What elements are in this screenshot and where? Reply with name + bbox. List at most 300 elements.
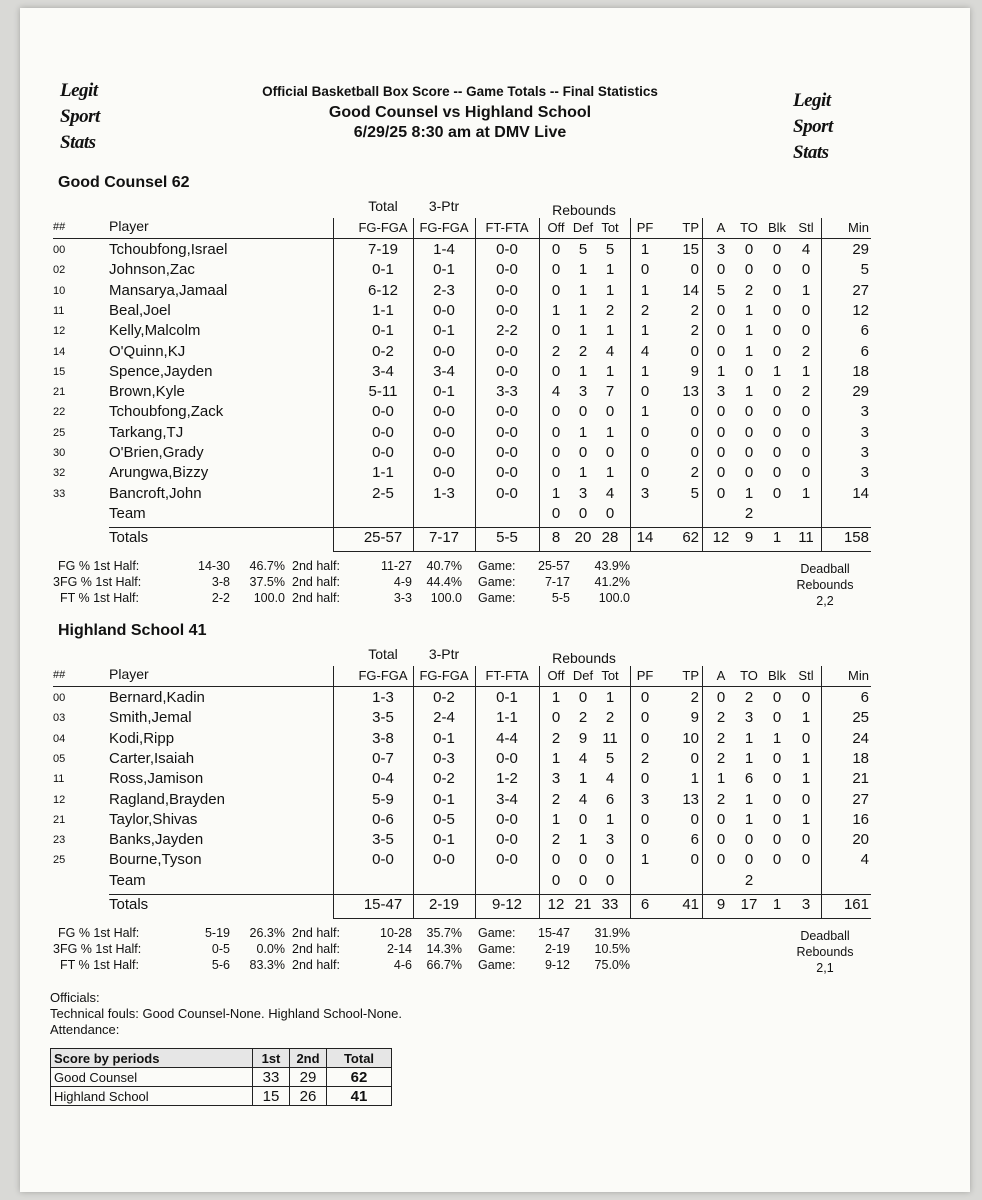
player-row (53, 709, 871, 729)
stat-ft: 0-0 (496, 362, 518, 380)
stat-fg: 3-8 (372, 729, 394, 747)
pct-game-label: Game: (478, 942, 516, 956)
stat-tot: 6 (605, 790, 615, 808)
stat-ft: 0-0 (496, 241, 518, 258)
player-row (53, 383, 871, 403)
stat-min: 3 (860, 444, 869, 461)
logo-text: Legit (793, 90, 831, 111)
header-rebounds: Rebounds (552, 650, 616, 666)
player-row (53, 343, 871, 363)
stat-tp: 2 (690, 689, 699, 706)
stat-to: 1 (744, 383, 754, 401)
player-name: Brown,Kyle (109, 383, 185, 401)
header-def: Def (572, 220, 594, 235)
stat-to: 0 (744, 423, 754, 441)
stat-def: 5 (578, 241, 588, 258)
pct-1st-made: 2-2 (211, 591, 230, 606)
stat-to: 0 (744, 403, 754, 421)
stat-ft: 4-4 (496, 729, 518, 747)
column-rule (702, 218, 703, 551)
total-tot: 33 (601, 896, 619, 913)
stat-tot: 0 (605, 403, 615, 421)
stat-stl: 0 (801, 403, 811, 421)
stat-tp: 0 (690, 810, 699, 828)
stat-blk: 1 (772, 362, 782, 380)
player-name: Banks,Jayden (109, 831, 204, 849)
header-to: TO (740, 668, 758, 683)
total-fg3: 2-19 (428, 896, 460, 913)
player-name: Bernard,Kadin (109, 689, 205, 706)
stat-blk: 0 (772, 322, 782, 340)
stat-off: 0 (551, 504, 561, 522)
officials-line: Officials: (50, 990, 100, 1005)
total-blk: 1 (772, 896, 782, 913)
jersey-number: 02 (53, 264, 66, 277)
stat-min: 4 (860, 851, 869, 869)
player-name: Arungwa,Bizzy (109, 464, 209, 482)
jersey-number: 10 (53, 284, 66, 297)
stat-a: 2 (716, 729, 726, 747)
stat-stl: 1 (801, 362, 811, 380)
pct-game-pct: 10.5% (594, 942, 630, 956)
stat-to: 0 (744, 362, 754, 380)
total-to: 9 (744, 529, 754, 547)
pct-1st-pct: 26.3% (249, 926, 285, 940)
player-row (53, 872, 871, 892)
stat-fg3: 0-0 (433, 301, 455, 319)
stat-pf: 4 (640, 342, 650, 360)
stat-off: 0 (551, 241, 561, 258)
header-off: Off (547, 668, 565, 683)
stat-stl: 0 (801, 729, 811, 747)
stat-tp: 2 (690, 464, 699, 482)
stat-stl: 0 (801, 322, 811, 340)
stat-to: 0 (744, 261, 754, 279)
stat-off: 0 (551, 403, 561, 421)
stat-fg3: 0-2 (433, 689, 455, 706)
stat-a: 3 (716, 383, 726, 401)
total-stl: 11 (798, 529, 814, 547)
stat-tp: 0 (690, 444, 699, 461)
pct-2nd-label: 2nd half: (292, 958, 340, 972)
stat-off: 0 (551, 444, 561, 461)
total-min: 161 (843, 896, 869, 913)
player-row (53, 282, 871, 302)
stat-a: 0 (716, 464, 726, 482)
player-name: Bourne,Tyson (109, 851, 202, 869)
pct-1st-made: 0-5 (211, 942, 230, 956)
stat-ft: 0-0 (496, 261, 518, 279)
pct-2nd-made: 4-9 (393, 575, 412, 590)
player-row (53, 730, 871, 750)
pct-1st-made: 5-19 (204, 926, 230, 940)
stat-tp: 0 (690, 261, 699, 279)
player-name: Spence,Jayden (109, 362, 213, 380)
stat-def: 0 (578, 689, 588, 706)
pct-label: FT % 1st Half: (60, 591, 139, 606)
jersey-number: 11 (53, 773, 65, 786)
header-cell: Score by periods (51, 1049, 253, 1068)
stat-ft: 0-0 (496, 464, 518, 482)
stat-tot: 4 (605, 342, 615, 360)
stat-def: 1 (578, 322, 588, 340)
stat-tot: 3 (605, 831, 615, 849)
stat-ft: 3-4 (496, 790, 518, 808)
stat-def: 3 (578, 484, 588, 502)
stat-fg: 2-5 (372, 484, 394, 502)
stat-pf: 0 (640, 831, 650, 849)
pct-label: FT % 1st Half: (60, 958, 139, 972)
stat-def: 1 (578, 261, 588, 279)
pct-label: 3FG % 1st Half: (53, 942, 142, 956)
logo-text: Stats (60, 132, 96, 153)
stat-ft: 0-1 (496, 689, 518, 706)
stat-ft: 0-0 (496, 444, 518, 461)
stat-fg: 0-1 (372, 322, 394, 340)
totals-label: Totals (109, 529, 149, 547)
header-tot: Tot (601, 220, 619, 235)
stat-off: 0 (551, 464, 561, 482)
player-name: O'Brien,Grady (109, 444, 204, 461)
stat-min: 27 (852, 281, 869, 299)
stat-a: 3 (716, 241, 726, 258)
stat-fg3: 0-0 (433, 342, 455, 360)
pct-game-pct: 100.0 (598, 591, 630, 606)
pct-label: FG % 1st Half: (58, 926, 140, 940)
stat-stl: 2 (801, 383, 811, 401)
stat-blk: 0 (772, 423, 782, 441)
stat-fg: 0-0 (372, 851, 394, 869)
jersey-number: 04 (53, 732, 66, 745)
header-fg: FG-FGA (358, 668, 408, 683)
period-row (51, 1087, 392, 1106)
header-fg3: FG-FGA (419, 668, 469, 683)
jersey-number: 11 (53, 304, 65, 317)
stat-blk: 0 (772, 241, 782, 258)
pct-2nd-pct: 66.7% (426, 958, 462, 972)
stat-a: 0 (716, 689, 726, 706)
stat-fg: 3-5 (372, 709, 394, 727)
stat-pf: 1 (640, 362, 650, 380)
stat-off: 4 (551, 383, 561, 401)
stat-fg3: 0-0 (433, 444, 455, 461)
stat-tp: 6 (690, 831, 699, 849)
stat-min: 12 (852, 301, 869, 319)
stat-stl: 1 (801, 484, 811, 502)
stat-def: 1 (578, 831, 588, 849)
stat-a: 2 (716, 790, 726, 808)
stat-blk: 0 (772, 383, 782, 401)
header-tp: TP (682, 220, 699, 235)
stat-tot: 5 (605, 749, 615, 767)
header-stl: Stl (798, 220, 814, 235)
logo-right (793, 88, 833, 166)
logo-left (60, 78, 100, 156)
stat-min: 29 (852, 241, 869, 258)
team-name: Highland School (51, 1087, 253, 1106)
player-row (53, 851, 871, 871)
total-tot: 28 (601, 529, 619, 547)
pct-2nd-label: 2nd half: (292, 926, 340, 940)
pct-2nd-made: 10-28 (380, 926, 412, 940)
stat-stl: 0 (801, 444, 811, 461)
stat-fg3: 0-1 (433, 729, 455, 747)
pct-game-made: 15-47 (538, 926, 570, 940)
team-title-away: Highland School 41 (58, 622, 207, 639)
stat-tot: 2 (605, 301, 615, 319)
stat-a: 0 (716, 322, 726, 340)
stat-tot: 7 (605, 383, 615, 401)
pct-game-pct: 41.2% (594, 575, 630, 590)
header-cell: Total (327, 1049, 392, 1068)
stat-off: 1 (551, 749, 561, 767)
pct-1st-pct: 37.5% (249, 575, 285, 590)
stat-min: 6 (860, 342, 869, 360)
stat-ft: 1-1 (496, 709, 518, 727)
logo-text: Stats (793, 142, 829, 163)
player-row (53, 241, 871, 261)
jersey-number: 15 (53, 365, 66, 378)
jersey-number: 21 (53, 813, 66, 826)
header-3ptr: 3-Ptr (428, 198, 460, 214)
stat-blk: 0 (772, 281, 782, 299)
player-name: O'Quinn,KJ (109, 342, 186, 360)
stat-tp: 0 (690, 851, 699, 869)
total-fg: 25-57 (363, 529, 403, 547)
pct-game-pct: 75.0% (594, 958, 630, 972)
stat-min: 25 (852, 709, 869, 727)
stat-def: 1 (578, 281, 588, 299)
period-score: 29 (290, 1068, 327, 1087)
stat-blk: 0 (772, 689, 782, 706)
stat-off: 1 (551, 301, 561, 319)
stat-tp: 13 (682, 383, 699, 401)
stat-tp: 9 (690, 362, 699, 380)
player-name: Bancroft,John (109, 484, 202, 502)
stat-ft: 0-0 (496, 831, 518, 849)
stat-min: 6 (860, 322, 869, 340)
stat-blk: 1 (772, 729, 782, 747)
stat-pf: 0 (640, 729, 650, 747)
stat-tot: 0 (605, 504, 615, 522)
stat-fg3: 3-4 (433, 362, 455, 380)
stat-to: 6 (744, 770, 754, 788)
stat-blk: 0 (772, 831, 782, 849)
total-ft: 9-12 (491, 896, 523, 913)
player-name: Tchoubfong,Zack (109, 403, 224, 421)
pct-2nd-pct: 44.4% (426, 575, 462, 590)
stat-fg: 7-19 (367, 241, 399, 258)
totals-rule (109, 894, 871, 895)
stat-fg: 0-6 (372, 810, 394, 828)
stat-pf: 0 (640, 810, 650, 828)
player-row (53, 505, 871, 525)
stat-a: 0 (716, 261, 726, 279)
stat-def: 0 (578, 403, 588, 421)
team-name: Good Counsel (51, 1068, 253, 1087)
stat-fg3: 0-0 (433, 464, 455, 482)
pct-2nd-made: 4-6 (393, 958, 412, 972)
logo-text: Sport (793, 116, 833, 137)
total-pf: 6 (640, 896, 650, 913)
header-rule (53, 238, 871, 239)
stat-a: 0 (716, 444, 726, 461)
stat-stl: 0 (801, 851, 811, 869)
stat-ft: 0-0 (496, 484, 518, 502)
header-total: Total (368, 198, 398, 214)
stat-ft: 0-0 (496, 301, 518, 319)
stat-to: 1 (744, 790, 754, 808)
stat-off: 0 (551, 709, 561, 727)
header-pf: PF (636, 220, 654, 235)
stat-to: 0 (744, 831, 754, 849)
stat-fg3: 0-0 (433, 403, 455, 421)
column-rule (539, 666, 540, 918)
pct-game-label: Game: (478, 591, 516, 606)
pct-2nd-pct: 35.7% (426, 926, 462, 940)
stat-off: 1 (551, 689, 561, 706)
stat-ft: 0-0 (496, 749, 518, 767)
jersey-number: 33 (53, 487, 66, 500)
stat-def: 1 (578, 464, 588, 482)
stat-to: 1 (744, 342, 754, 360)
total-min: 158 (843, 529, 869, 547)
pct-2nd-pct: 14.3% (426, 942, 462, 956)
stat-fg3: 2-4 (433, 709, 455, 727)
stat-to: 1 (744, 749, 754, 767)
stat-fg: 0-4 (372, 770, 394, 788)
stat-off: 2 (551, 729, 561, 747)
total-fg: 15-47 (363, 896, 403, 913)
stat-tp: 15 (682, 241, 699, 258)
player-name: Ross,Jamison (109, 770, 204, 788)
stat-tot: 1 (605, 281, 615, 299)
pct-label: 3FG % 1st Half: (53, 575, 142, 590)
jersey-number: 03 (53, 712, 66, 725)
totals-bottom-rule (333, 918, 871, 919)
player-name: Tchoubfong,Israel (109, 241, 228, 258)
column-rule (630, 666, 631, 918)
stat-stl: 1 (801, 709, 811, 727)
total-a: 12 (712, 529, 730, 547)
stat-tot: 0 (605, 851, 615, 869)
stat-fg: 6-12 (367, 281, 399, 299)
stat-def: 4 (578, 790, 588, 808)
stat-ft: 0-0 (496, 423, 518, 441)
stat-stl: 0 (801, 790, 811, 808)
stat-pf: 1 (640, 322, 650, 340)
stat-tp: 14 (682, 281, 699, 299)
jersey-number: 12 (53, 793, 66, 806)
pct-2nd-made: 2-14 (386, 942, 412, 956)
pct-1st-pct: 46.7% (249, 559, 285, 574)
player-name: Smith,Jemal (109, 709, 192, 727)
jersey-number: 22 (53, 406, 66, 419)
jersey-number: 00 (53, 692, 66, 704)
stat-pf: 3 (640, 484, 650, 502)
stat-tp: 9 (690, 709, 699, 727)
stat-to: 1 (744, 729, 754, 747)
stat-min: 6 (860, 689, 869, 706)
stat-min: 3 (860, 403, 869, 421)
jersey-number: 32 (53, 467, 66, 480)
stat-min: 20 (852, 831, 869, 849)
stat-pf: 2 (640, 301, 650, 319)
stat-min: 21 (852, 770, 869, 788)
stat-fg: 1-3 (372, 689, 394, 706)
stat-off: 0 (551, 281, 561, 299)
pct-1st-made: 5-6 (211, 958, 230, 972)
stat-fg: 5-9 (372, 790, 394, 808)
total-stl: 3 (801, 896, 811, 913)
stat-tot: 1 (605, 464, 615, 482)
player-name: Mansarya,Jamaal (109, 281, 228, 299)
stat-a: 0 (716, 831, 726, 849)
column-rule (413, 666, 414, 918)
deadball-label: Rebounds (796, 578, 854, 593)
stat-fg3: 0-0 (433, 423, 455, 441)
stat-blk: 0 (772, 810, 782, 828)
stat-blk: 0 (772, 342, 782, 360)
total-a: 9 (716, 896, 726, 913)
header-blk: Blk (767, 220, 787, 235)
column-rule (475, 666, 476, 918)
total-blk: 1 (772, 529, 782, 547)
stat-tp: 0 (690, 749, 699, 767)
stat-fg3: 0-1 (433, 261, 455, 279)
stat-ft: 2-2 (496, 322, 518, 340)
header-num: ## (53, 221, 66, 233)
stat-def: 1 (578, 362, 588, 380)
player-name: Johnson,Zac (109, 261, 195, 279)
stat-fg3: 0-1 (433, 790, 455, 808)
pct-game-made: 9-12 (544, 958, 570, 972)
stat-to: 0 (744, 851, 754, 869)
header-total: Total (368, 646, 398, 662)
pct-1st-pct: 0.0% (256, 942, 285, 956)
game-notes (50, 990, 402, 1038)
stat-min: 16 (852, 810, 869, 828)
box-score-sheet (20, 8, 970, 1192)
stat-to: 2 (744, 689, 754, 706)
stat-tot: 1 (605, 689, 615, 706)
stat-off: 1 (551, 810, 561, 828)
total-off: 8 (551, 529, 561, 547)
total-to: 17 (740, 896, 758, 913)
stat-tot: 11 (602, 729, 618, 747)
stat-to: 2 (744, 871, 754, 889)
pct-game-made: 7-17 (544, 575, 570, 590)
stat-fg: 1-1 (372, 301, 394, 319)
stat-tp: 0 (690, 403, 699, 421)
logo-text: Legit (60, 80, 98, 101)
column-rule (821, 666, 822, 918)
jersey-number: 25 (53, 426, 66, 439)
stat-def: 0 (578, 871, 588, 889)
player-row (53, 464, 871, 484)
total-fg3: 7-17 (428, 529, 460, 547)
period-score: 15 (253, 1087, 290, 1106)
pct-2nd-pct: 100.0 (430, 591, 462, 606)
stat-pf: 0 (640, 423, 650, 441)
stat-a: 1 (716, 362, 726, 380)
pct-game-label: Game: (478, 958, 516, 972)
stat-blk: 0 (772, 464, 782, 482)
pct-game-label: Game: (478, 926, 516, 940)
jersey-number: 00 (53, 244, 66, 256)
stat-ft: 0-0 (496, 851, 518, 869)
stat-blk: 0 (772, 770, 782, 788)
